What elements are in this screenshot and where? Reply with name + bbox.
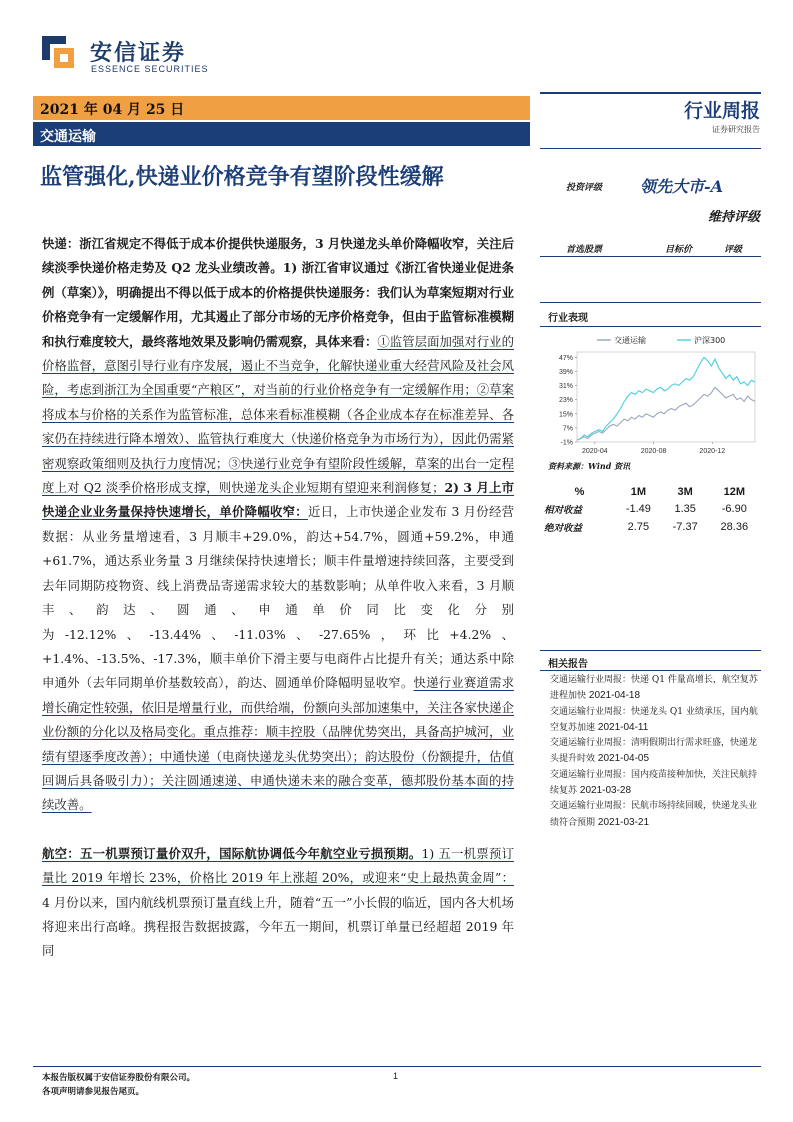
aviation-point-1: 1) 五一机票预订量比 2019 年增长 23%，价格比 2019 年上涨超 20%，或迎来“史上最热黄金周”： bbox=[42, 845, 514, 886]
essence-logo-icon bbox=[40, 34, 76, 70]
divider bbox=[540, 256, 761, 257]
brand-name-cn: 安信证券 bbox=[90, 41, 187, 66]
chart-source: 资料来源：Wind 资讯 bbox=[548, 461, 631, 471]
divider bbox=[33, 1066, 761, 1067]
row-label: 相对收益 bbox=[544, 505, 583, 516]
related-item-text: 交通运输行业周报：快递 Q1 件量高增长，航空复苏进程加快 bbox=[550, 675, 758, 702]
related-item-text: 交通运输行业周报：民航市场持续回暖，快递龙头业绩符合预期 bbox=[550, 801, 758, 828]
related-item[interactable] bbox=[550, 673, 760, 705]
aviation-text: 4 月份以来，国内航线机票预订量直线上升，随着“五一”小长假的临近，国内各大机场将迎来出行高峰。携程报告数据披露，今年五一期间，机票订单量已经超超 2019 年同 bbox=[42, 894, 514, 959]
cell-1m: -1.49 bbox=[625, 503, 651, 515]
express-paragraph bbox=[42, 232, 514, 818]
cell-3m: -7.37 bbox=[672, 521, 698, 533]
related-item[interactable] bbox=[550, 799, 760, 831]
y-tick-label: 47% bbox=[558, 354, 573, 362]
related-item[interactable] bbox=[550, 736, 760, 768]
stock-header-target: 目标价 bbox=[665, 245, 693, 255]
perf-col-header: 12M bbox=[723, 486, 745, 498]
express-recommendation: 快递行业赛道需求增长确定性较强，依旧是增量行业，而供给端，份额向头部加速集中，关注各家快递企业份额的分化以及格局变化。重点推荐：顺丰控股（品牌优势突出，具备高护城河，业绩有望逐季度改善）；中通快递（电商快递龙头优势突出）；韵达股份（份额提升，估值回调后具备吸引力）；关注圆通速递、申通快递未来的融合变革，德邦股份基本面的持续改善。 bbox=[42, 675, 514, 813]
table-row bbox=[544, 518, 760, 536]
perf-col-header: 3M bbox=[677, 486, 693, 498]
related-item-date: 2021-03-21 bbox=[597, 816, 650, 828]
divider bbox=[540, 92, 761, 94]
x-tick-label: 2020-08 bbox=[640, 448, 667, 455]
y-tick-label: 31% bbox=[558, 383, 573, 391]
related-item[interactable] bbox=[550, 768, 760, 800]
rating-label: 投资评级 bbox=[566, 183, 603, 193]
cell-12m: 28.36 bbox=[720, 521, 749, 533]
series-line-hs300 bbox=[577, 357, 755, 440]
legend-label: 交通运输 bbox=[614, 336, 646, 345]
sector-label: 交通运输 bbox=[40, 129, 96, 145]
report-type: 行业周报 bbox=[683, 100, 760, 122]
cell-3m: 1.35 bbox=[674, 503, 696, 515]
related-item-date: 2021-04-05 bbox=[597, 753, 650, 765]
related-item-date: 2021-04-11 bbox=[597, 721, 649, 733]
y-tick-label: 15% bbox=[558, 411, 573, 419]
related-item-date: 2021-04-18 bbox=[588, 690, 641, 702]
stock-header-rating: 评级 bbox=[724, 245, 743, 255]
divider bbox=[540, 650, 761, 651]
performance-chart bbox=[545, 330, 760, 460]
main-body bbox=[42, 232, 514, 964]
y-tick-label: -1% bbox=[560, 439, 573, 447]
related-list bbox=[550, 673, 760, 831]
aviation-paragraph bbox=[42, 842, 514, 964]
page-number: 1 bbox=[393, 1071, 399, 1081]
y-tick-label: 23% bbox=[558, 397, 573, 405]
cell-12m: -6.90 bbox=[721, 503, 747, 515]
express-subhead-2: 2) 3 月上市快递企业业务量保持快速增长，单价降幅收窄： bbox=[42, 480, 514, 520]
sector-bar bbox=[33, 122, 530, 146]
brand-name-en: ESSENCE SECURITIES bbox=[91, 64, 209, 74]
aviation-lead: 航空：五一机票预订量价双升，国际航协调低今年航空业亏损预期。 bbox=[42, 845, 422, 861]
cell-1m: 2.75 bbox=[627, 521, 650, 533]
y-tick-label: 7% bbox=[562, 425, 573, 433]
perf-col-header: 1M bbox=[630, 486, 647, 498]
related-item-date: 2021-03-28 bbox=[579, 785, 632, 797]
express-analysis: ①监管层面加强对行业的价格监督，意图引导行业有序发展，遏止不当竞争，化解快递业重大经营风险及社会风险，考虑到浙江为全国重要“产粮区”，对当前的行业价格竞争有一定缓解作用；②草案将成本与价格的关系作为监管标准，总体来看标准模糊（各企业成本存在标准差异、各家仍在持续进行降本增效）、监管执行难度大（快递价格竞争为市场行为），因此仍需紧密观察政策细则及执行力度情况；③快递行业竞争有望阶段性缓解，草案的出台一定程度上对 Q2 淡季价格形成支撑，则快递龙头企业短期有望迎来利润修复； bbox=[42, 333, 514, 496]
disclaimer-notice: 各项声明请参见报告尾页。 bbox=[42, 1087, 145, 1097]
rating-note: 维持评级 bbox=[707, 210, 760, 225]
report-subtype: 证券研究报告 bbox=[712, 125, 760, 134]
express-data: 近日，上市快递企业发布 3 月份经营数据：从业务量增速看，3 月顺丰+29.0%，韵达+54.7%，圆通+59.2%，申通+61.7%，通达系业务量 3 月继续保持快速增长；顺丰件量增速持续回落，主要受到去年同期防疫物资、线上消费品寄递需求较大的基数影响；从单件收入来看，3 月顺丰、韵达、圆通、申通单价同比变化分别为-12.12%、-13.44%、-11.03%、-27.65%，环比+4.2%、+1.4%、-13.5%、-17.3%，顺丰单价下滑主要与电商件占比提升有关；通达系中除申通外（去年同期单价基数较高），韵达、圆通单价降幅明显收窄。 bbox=[42, 504, 515, 691]
perf-col-header: % bbox=[574, 486, 585, 498]
performance-title: 行业表现 bbox=[548, 313, 588, 324]
divider bbox=[540, 670, 761, 671]
series-line-transport bbox=[577, 387, 755, 440]
copyright-notice: 本报告版权属于安信证券股份有限公司。 bbox=[42, 1073, 196, 1083]
related-title: 相关报告 bbox=[548, 659, 588, 670]
related-item-text: 交通运输行业周报：清明假期出行需求旺盛，快递龙头提升时效 bbox=[550, 738, 758, 765]
divider bbox=[540, 326, 761, 327]
stock-header-pick: 首选股票 bbox=[566, 245, 603, 255]
legend-label: 沪深300 bbox=[694, 336, 726, 345]
related-item[interactable] bbox=[550, 705, 760, 737]
y-tick-label: 39% bbox=[558, 368, 573, 376]
table-row bbox=[544, 500, 760, 518]
divider bbox=[540, 148, 761, 149]
related-item-text: 交通运输行业周报：快递龙头 Q1 业绩承压，国内航空复苏加速 bbox=[550, 706, 758, 733]
x-tick-label: 2020-04 bbox=[581, 448, 608, 455]
row-label: 绝对收益 bbox=[544, 523, 583, 534]
related-item-text: 交通运输行业周报：国内疫苗接种加快，关注民航持续复苏 bbox=[550, 769, 758, 797]
performance-table bbox=[544, 484, 760, 536]
divider bbox=[540, 302, 761, 303]
x-tick-label: 2020-12 bbox=[699, 448, 726, 455]
page-title: 监管强化,快递业价格竞争有望阶段性缓解 bbox=[40, 164, 444, 190]
report-date: 2021 年 04 月 25 日 bbox=[40, 102, 185, 118]
express-lead: 快递：浙江省规定不得低于成本价提供快递服务，3 月快递龙头单价降幅收窄，关注后续淡季快递价格走势及 Q2 龙头业绩改善。1) 浙江省审议通过《浙江省快递业促进条例（草案）》，明确提出不得以低于成本的价格提供快递服务：我们认为草案短期对行业价格竞争有一定缓解作用，尤其遏止了部分市场的无序价格竞争，但由于监管标准模糊和执行难度较大，最终落地效果及影响仍需观察，具体来看： bbox=[42, 236, 514, 349]
rating-value: 领先大市-A bbox=[640, 177, 724, 196]
